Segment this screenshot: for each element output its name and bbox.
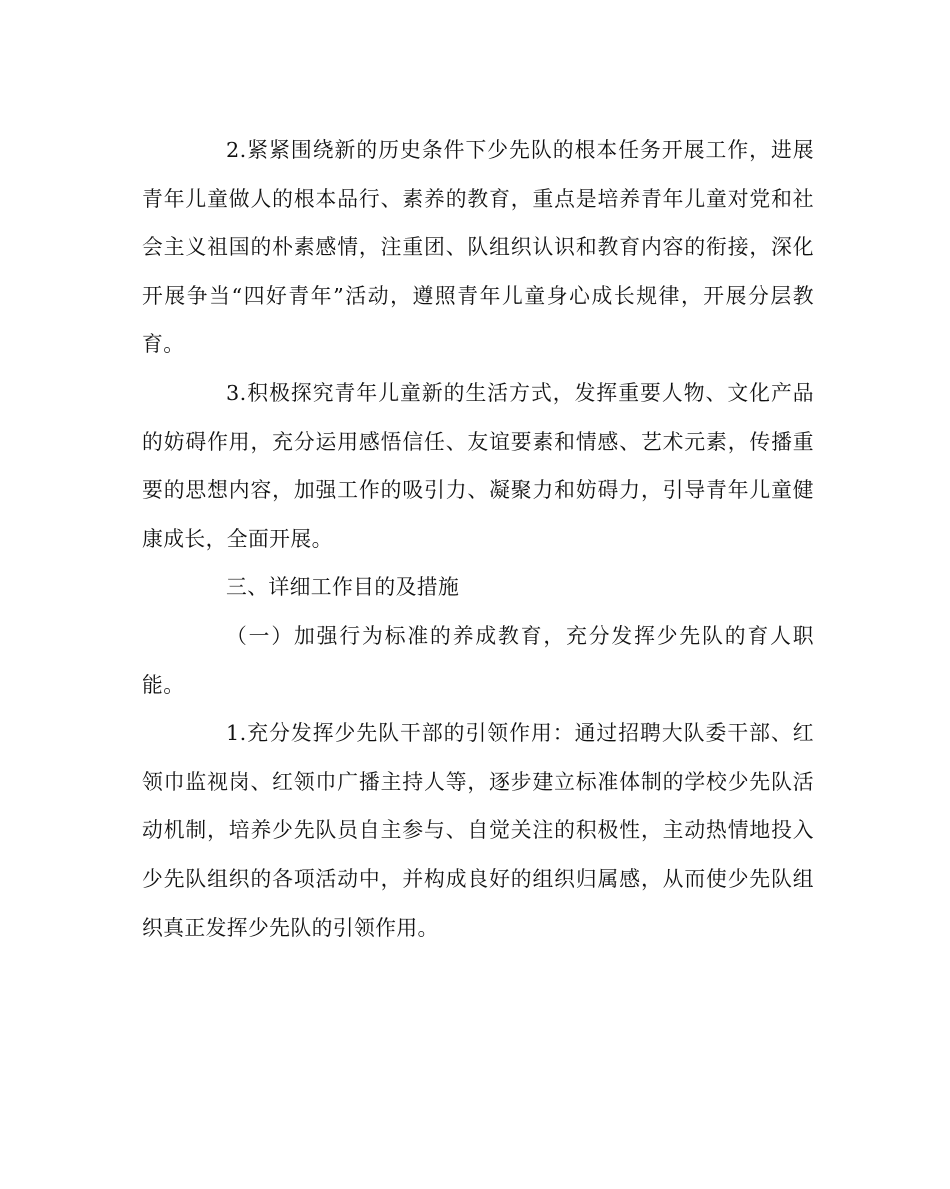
subsection-heading: （一）加强行为标准的养成教育，充分发挥少先队的育人职能。 [142,623,814,697]
paragraph-item-1: 1.充分发挥少先队干部的引领作用：通过招聘大队委干部、红领巾监视岗、红领巾广播主持人等，逐步建立标准体制的学校少先队活动机制，培养少先队员自主参与、自觉关注的积极性，主动热情地投入少先队组织的各项活动中，并构成良好的组织归属感，从而使少先队组织真正发挥少先队的引领作用。 [142,721,814,940]
paragraph-item-3: 3.积极探究青年儿童新的生活方式，发挥重要人物、文化产品的妨碍作用，充分运用感悟信任、友谊要素和情感、艺术元素，传播重要的思想内容，加强工作的吸引力、凝聚力和妨碍力，引导青年儿童健康成长，全面开展。 [142,380,814,551]
section-heading: 三、详细工作目的及措施 [226,575,460,600]
document-body [142,126,814,952]
paragraph-item-2: 2.紧紧围绕新的历史条件下少先队的根本任务开展工作，进展青年儿童做人的根本品行、素养的教育，重点是培养青年儿童对党和社会主义祖国的朴素感情，注重团、队组织认识和教育内容的衔接，深化开展争当“四好青年”活动，遵照青年儿童身心成长规律，开展分层教育。 [142,138,814,357]
